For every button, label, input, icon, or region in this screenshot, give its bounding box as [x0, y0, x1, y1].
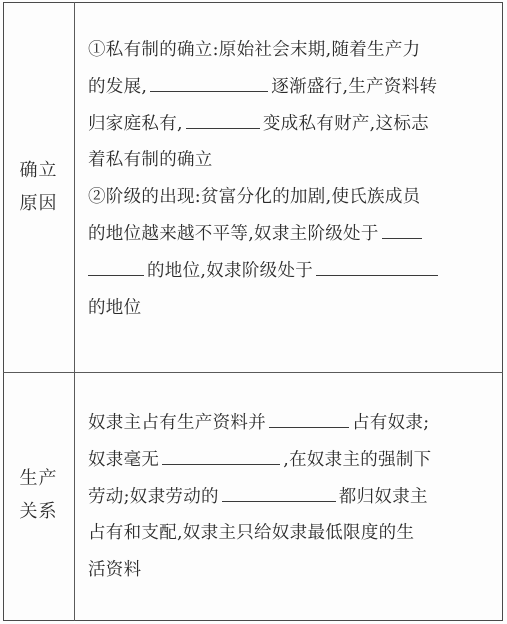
- text-line: [88, 515, 496, 552]
- text: ,在奴隶主的强制下: [283, 449, 432, 470]
- text: 变成私有财产,这标志: [262, 113, 429, 134]
- text-line: [88, 32, 496, 69]
- fill-blank[interactable]: [316, 253, 438, 276]
- text: 的地位,奴隶阶级处于: [147, 260, 314, 281]
- column-divider: [74, 2, 75, 621]
- text: 的发展,: [88, 76, 148, 97]
- label-line: 原因: [19, 193, 58, 214]
- row-divider: [3, 372, 503, 373]
- row-label-reason: [3, 154, 74, 220]
- text-line: [88, 552, 496, 589]
- text: 奴隶主占有生产资料并: [88, 413, 266, 433]
- fill-blank[interactable]: [382, 216, 422, 239]
- text-line: [88, 405, 496, 442]
- fill-blank[interactable]: [162, 442, 280, 465]
- label-line: 生产: [19, 468, 58, 489]
- text: 逐渐盛行,生产资料转: [271, 76, 438, 97]
- label-line: 确立: [19, 160, 58, 181]
- text-line: [88, 479, 496, 516]
- text-line: [88, 216, 496, 253]
- fill-blank[interactable]: [88, 253, 144, 276]
- row-content-relation: [88, 405, 496, 589]
- text: ②阶级的出现:贫富分化的加剧,使氏族成员: [88, 187, 421, 208]
- text: 着私有制的确立: [88, 150, 213, 171]
- fill-blank[interactable]: [150, 69, 268, 92]
- fill-blank[interactable]: [222, 479, 336, 502]
- text: 都归奴隶主: [338, 486, 428, 507]
- text: 的地位越来越不平等,奴隶主阶级处于: [88, 223, 379, 244]
- text: 活资料: [88, 560, 142, 581]
- row-label-relation: [3, 462, 74, 528]
- text: 占有奴隶;: [352, 413, 430, 433]
- text-line: [88, 290, 496, 327]
- text-line: [88, 69, 496, 106]
- text-line: [88, 442, 496, 479]
- text-line: [88, 106, 496, 143]
- text-line: [88, 253, 496, 290]
- text-line: [88, 179, 496, 216]
- text: 归家庭私有,: [88, 113, 183, 134]
- row-content-reason: [88, 32, 496, 326]
- text: 奴隶毫无: [88, 449, 160, 470]
- text: 占有和支配,奴隶主只给奴隶最低限度的生: [88, 523, 415, 544]
- label-line: 关系: [19, 501, 58, 522]
- text: 劳动;奴隶劳动的: [88, 486, 219, 507]
- fill-blank[interactable]: [186, 106, 260, 129]
- text: ①私有制的确立:原始社会末期,随着生产力: [88, 40, 421, 60]
- text-line: [88, 142, 496, 179]
- text: 的地位: [88, 297, 142, 318]
- fill-blank[interactable]: [269, 405, 349, 428]
